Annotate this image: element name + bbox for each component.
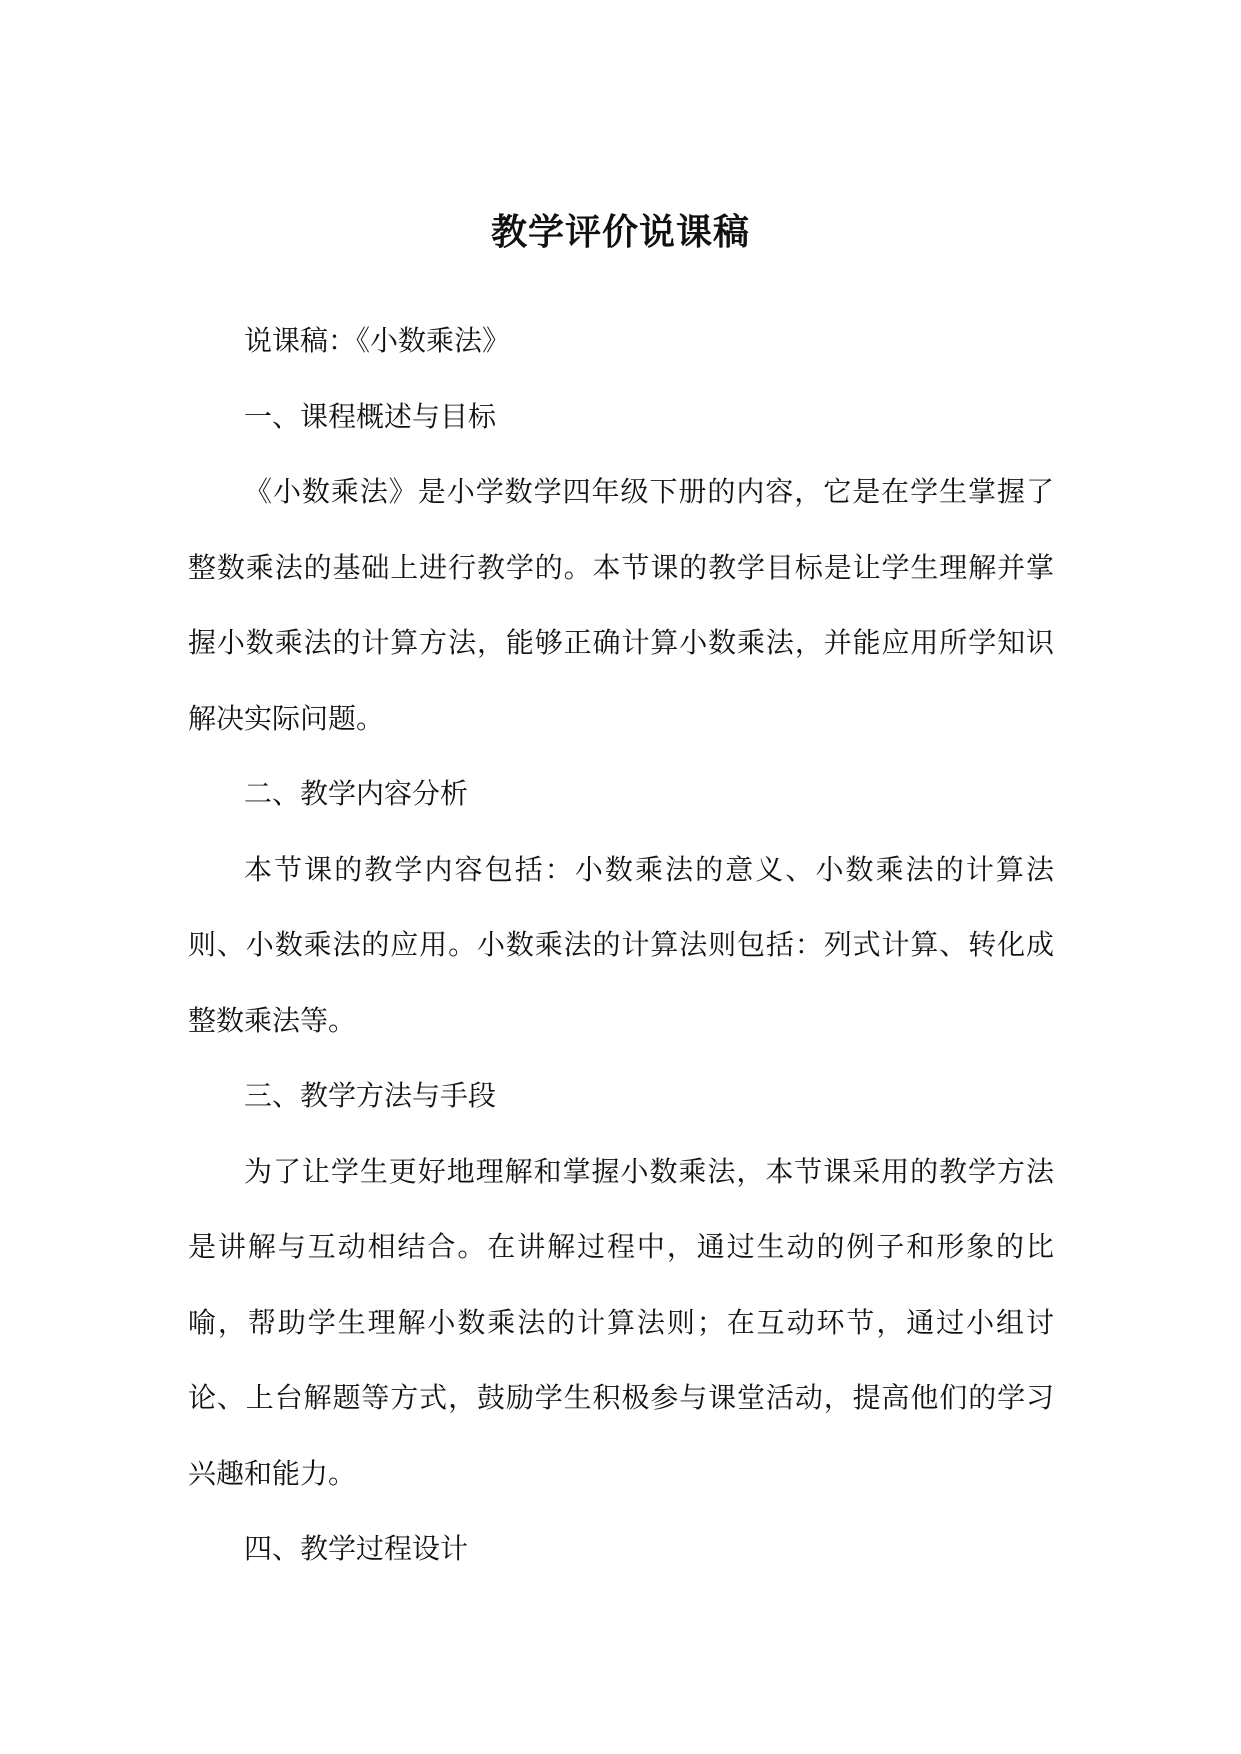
section-heading-process: 四、教学过程设计 <box>244 1532 469 1565</box>
section-heading-content: 二、教学内容分析 <box>244 777 469 810</box>
section-heading-methods: 三、教学方法与手段 <box>244 1079 497 1112</box>
lesson-heading: 说课稿：《小数乘法》 <box>244 324 511 357</box>
document-title: 教学评价说课稿 <box>490 212 750 254</box>
paragraph-methods: 为了让学生更好地理解和掌握小数乘法，本节课采用的教学方法是讲解与互动相结合。在讲解过程中，通过生动的例子和形象的比喻，帮助学生理解小数乘法的计算法则；在互动环节，通过小组讨论、上台解题等方式，鼓励学生积极参与课堂活动，提高他们的学习兴趣和能力。 <box>188 1154 1054 1490</box>
paragraph-overview: 《小数乘法》是小学数学四年级下册的内容，它是在学生掌握了整数乘法的基础上进行教学的。本节课的教学目标是让学生理解并掌握小数乘法的计算方法，能够正确计算小数乘法，并能应用所学知识解决实际问题。 <box>188 475 1054 735</box>
document-body <box>188 303 1054 1587</box>
paragraph-content: 本节课的教学内容包括：小数乘法的意义、小数乘法的计算法则、小数乘法的应用。小数乘法的计算法则包括：列式计算、转化成整数乘法等。 <box>188 852 1054 1037</box>
section-heading-overview: 一、课程概述与目标 <box>244 399 497 433</box>
